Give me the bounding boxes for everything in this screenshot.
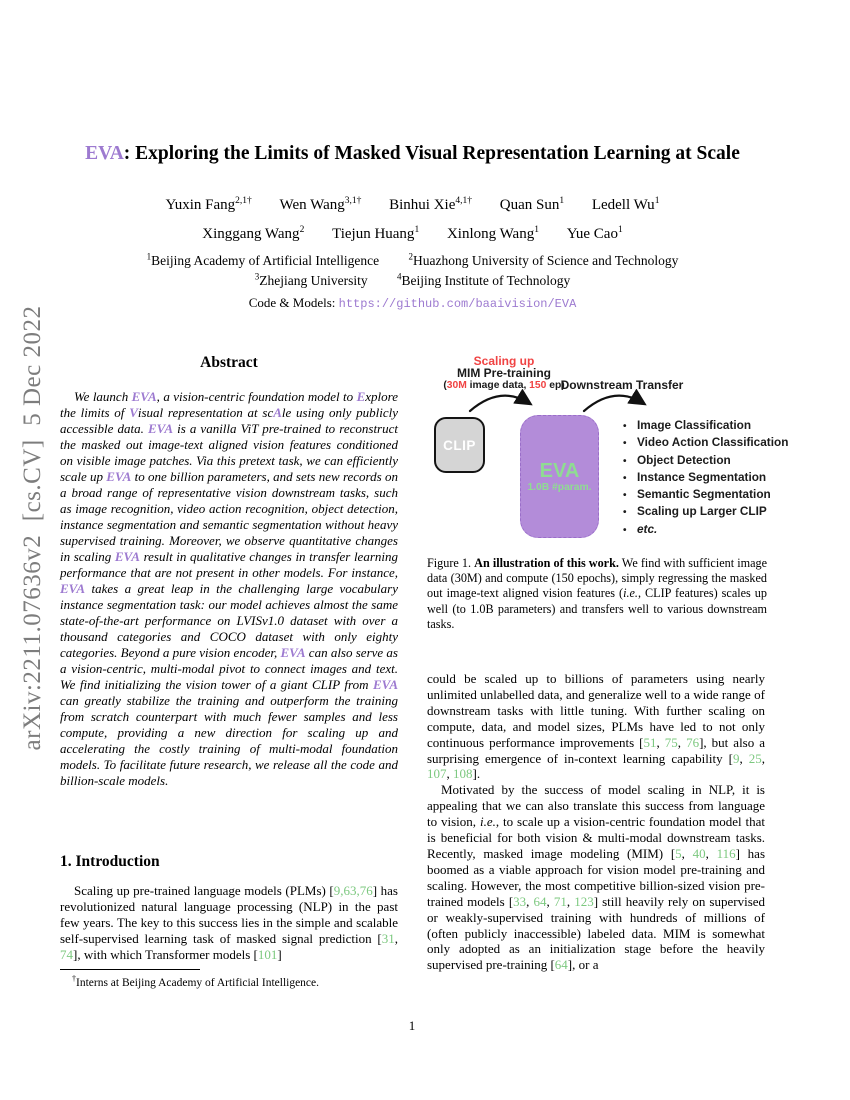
author-name: Yue Cao — [566, 226, 618, 242]
footnote-text: Interns at Beijing Academy of Artificial Intelligence. — [76, 976, 320, 989]
author-name: Quan Sun — [499, 197, 560, 213]
affiliation — [408, 253, 678, 268]
transfer-arrow — [581, 385, 651, 415]
abstract-paragraph: We launch EVA, a vision-centric foundation model to Explore the limits of Visual representation at scAle using only publicly accessible data. EVA is a vanilla ViT pre-trained to reconstruct the masked out image-text aligned vision features conditioned on visible image patches. Via this pretext task, we can efficiently scale up EVA to one billion parameters, and sets new records on a broad range of representative vision downstream tasks, such as image recognition, video action recognition, object detection, instance segmentation and semantic segmentation without heavy supervised training. Moreover, we observe quantitative changes in scaling EVA result in qualitative changes in transfer learning performance that are not present in other models. For instance, EVA takes a great leap in the challenging large vocabulary instance segmentation task: our model achieves almost the same state-of-the-art performance on LVISv1.0 dataset with over a thousand categories and COCO dataset with only eighty categories. Beyond a pure vision encoder, EVA can also serve as a vision-centric, multi-modal pivot to connect images and text. We find initializing the vision tower of a giant CLIP from EVA can greatly stabilize the training and outperform the training from scratch counterpart with much fewer samples and less compute, providing a new direction for scaling up and accelerating the costly training of multi-modal foundation models. To facilitate future research, we release all the code and billion-scale models. — [60, 389, 399, 788]
bullet-icon: • — [623, 421, 627, 432]
scaling-up-label: Scaling up — [473, 354, 535, 368]
code-models-line — [60, 295, 765, 311]
figure-1-caption: Figure 1. An illustration of this work. We find with sufficient image data (30M) and compute (150 epochs), simply regressing the masked out image-text aligned vision features (i.e., CLIP features) scales up well (to 1.0B parameters) and transfers well to various downstream tasks. — [427, 556, 767, 631]
affiliation-name: Beijing Institute of Technology — [401, 272, 571, 288]
introduction-heading: 1. Introduction — [60, 853, 160, 870]
downstream-task-list — [623, 418, 789, 539]
introduction-body — [60, 883, 398, 963]
body-paragraph: Motivated by the success of model scaling in NLP, it is appealing that we can also translate this success from language to vision, i.e., to scale up a vision-centric foundation model that is beneficial for both vision & multi-modal downstream tasks. Recently, masked image modeling (MIM) [5, 40, 116] has boomed as a viable approach for vision model pre-training and scaling. However, the most competitive billion-sized vision pre-trained models [33, 64, 71, 123] still heavily rely on supervised or weakly-supervised training with hundreds of millions of (often publicly inaccessible) labeled data. MIM is somewhat only adopted as an initialization stage before the heavily supervised pre-training [64], or a — [427, 782, 766, 973]
list-item: • Object Detection — [623, 452, 731, 467]
author-superscript: 1 — [617, 225, 623, 235]
bullet-icon: • — [623, 490, 627, 502]
author — [447, 226, 539, 242]
author-row-2 — [60, 225, 765, 243]
author — [592, 197, 660, 213]
author-name: Wen Wang — [279, 197, 345, 213]
affiliation-name: Zhejiang University — [259, 272, 368, 288]
arxiv-stamp: arXiv:2211.07636v2 [cs.CV] 5 Dec 2022 — [19, 305, 46, 751]
clip-model-box — [434, 417, 485, 473]
footnote — [60, 974, 398, 989]
author — [166, 197, 252, 213]
author-name: Xinlong Wang — [446, 226, 535, 242]
introduction-paragraph: Scaling up pre-trained language models (PLMs) [9,63,76] has revolutionized natural language processing (NLP) in the past few years. The key to this success lies in the simple and scalable self-supervised learning task of masked signal prediction [31, 74], with which Transformer models [101] — [60, 883, 398, 962]
bullet-icon: • — [623, 455, 627, 467]
affiliation-name: Huazhong University of Science and Technology — [412, 252, 679, 268]
bullet-icon: • — [623, 472, 627, 484]
mim-pretraining-label: MIM Pre-training — [456, 366, 551, 380]
author — [500, 197, 564, 213]
downstream-transfer-label: Downstream Transfer — [560, 378, 684, 392]
author — [280, 197, 362, 213]
author-superscript: 1 — [559, 196, 565, 206]
abstract-body — [60, 389, 398, 789]
list-item: • Semantic Segmentation — [623, 487, 771, 502]
paper-title: EVA: Exploring the Limits of Masked Visual Representation Learning at Scale — [85, 143, 740, 164]
affiliation — [255, 273, 368, 288]
author-superscript: 1 — [414, 225, 420, 235]
bullet-icon: • — [623, 438, 627, 450]
affiliation — [147, 253, 379, 268]
author-name: Tiejun Huang — [332, 226, 415, 242]
author-name: Xinggang Wang — [202, 226, 300, 242]
introduction-continued — [427, 671, 765, 973]
body-paragraph: could be scaled up to billions of parameters using nearly unlimited unlabelled data, and generalize well to a wide range of downstream tasks with little tuning. With further scaling on compute, data, and model sizes, PLMs have led to not only continuous performance improvements [51, 75, 76], but also a surprising emergence of in-context learning capability [9, 25, 107, 108]. — [427, 671, 766, 782]
list-item: • Instance Segmentation — [623, 469, 767, 484]
list-item: • Scaling up Larger CLIP — [623, 504, 767, 519]
affiliation — [397, 273, 570, 288]
list-item: • Video Action Classification — [623, 435, 789, 450]
bullet-icon: • — [623, 524, 627, 536]
abstract-heading: Abstract — [200, 354, 258, 371]
affiliation-superscript: 1 — [146, 251, 152, 261]
mim-detail-label: (30M image data, 150 ep) — [443, 380, 565, 391]
author-row-1 — [60, 196, 765, 214]
author-superscript: 1 — [534, 225, 539, 235]
affiliation-superscript: 4 — [397, 271, 402, 281]
eva-box-params: 1.0B #param. — [527, 482, 592, 493]
author-name: Binhui Xie — [389, 197, 456, 213]
author — [389, 197, 472, 213]
affiliation-row-2 — [60, 271, 765, 289]
code-models-label: Code & Models: — [248, 295, 339, 310]
bullet-icon: • — [623, 507, 627, 519]
list-item: • Image Classification — [623, 418, 752, 432]
affiliation-name: Beijing Academy of Artificial Intelligence — [151, 252, 380, 268]
footnote-rule — [60, 969, 200, 970]
eva-model-box — [520, 415, 599, 538]
author — [202, 226, 304, 242]
list-item: • etc. — [623, 521, 658, 536]
footnote-marker: † — [72, 974, 76, 983]
page-number: 1 — [408, 1018, 416, 1033]
author-superscript: 3,1† — [344, 196, 362, 206]
affiliation-superscript: 3 — [254, 271, 260, 281]
author-name: Yuxin Fang — [165, 197, 236, 213]
affiliation-superscript: 2 — [408, 251, 413, 261]
eva-box-label: EVA — [539, 460, 580, 482]
figure-1 — [427, 348, 789, 553]
pretraining-arrow — [467, 385, 537, 415]
author-superscript: 1 — [654, 196, 660, 206]
author-superscript: 2,1† — [235, 196, 252, 206]
author-superscript: 4,1† — [455, 196, 472, 206]
author-superscript: 2 — [299, 225, 305, 235]
clip-box-label: CLIP — [443, 437, 476, 453]
author — [332, 226, 419, 242]
affiliation-row-1 — [60, 251, 765, 269]
author-name: Ledell Wu — [591, 197, 655, 213]
code-repository-link[interactable]: https://github.com/baaivision/EVA — [338, 297, 577, 311]
author — [567, 226, 623, 242]
